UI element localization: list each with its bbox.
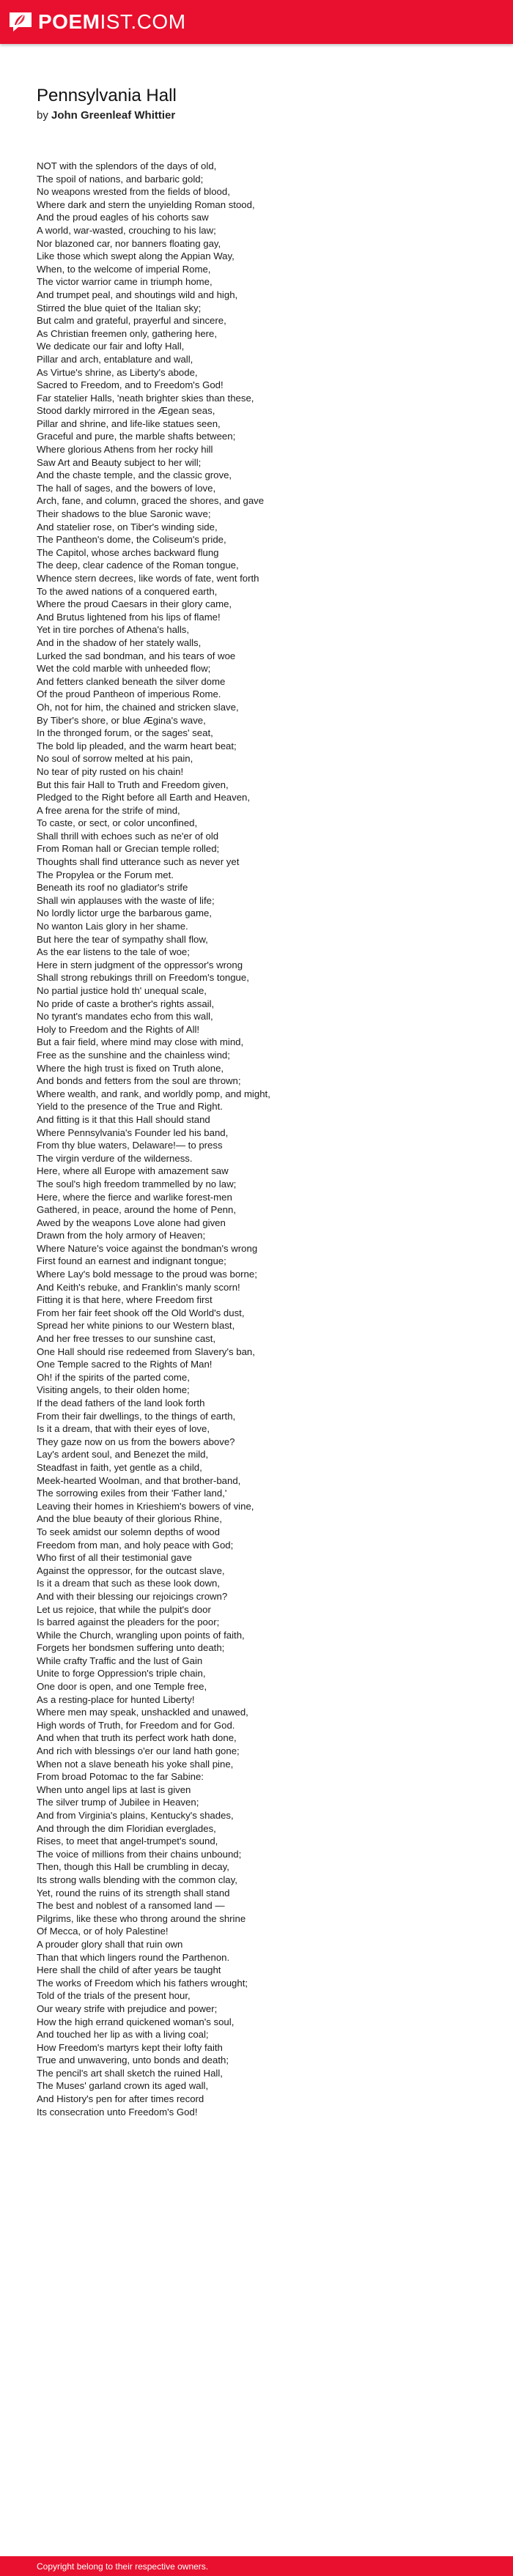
poem-line: One door is open, and one Temple free,	[37, 1681, 207, 1693]
poem-line: Wet the cold marble with unheeded flow;	[37, 663, 211, 675]
poem-line: Is barred against the pleaders for the poor;	[37, 1617, 220, 1628]
poem-line: Pledged to the Right before all Earth and Heaven,	[37, 792, 251, 803]
poem-line: Saw Art and Beauty subject to her will;	[37, 456, 202, 468]
poem-line: And Brutus lightened from his lips of flame!	[37, 611, 221, 623]
poem-line: To seek amidst our solemn depths of wood	[37, 1526, 220, 1537]
poem-line: And the blue beauty of their glorious Rhine,	[37, 1513, 222, 1525]
poem-line: The works of Freedom which his fathers wrought;	[37, 1977, 248, 1989]
poem-line: The deep, clear cadence of the Roman tongue,	[37, 560, 239, 571]
poem-line: The best and noblest of a ransomed land —	[37, 1900, 225, 1912]
poem-line: They gaze now on us from the bowers above?	[37, 1436, 235, 1447]
poem-line: Then, though this Hall be crumbling in decay,	[37, 1861, 229, 1873]
poem-line: And the chaste temple, and the classic grove,	[37, 469, 232, 481]
poem-line: High words of Truth, for Freedom and for God.	[37, 1719, 235, 1731]
poem-line: Where the high trust is fixed on Truth alone,	[37, 1062, 224, 1074]
poem-line: The soul's high freedom trammelled by no law;	[37, 1178, 237, 1189]
poem-line: Like those which swept along the Appian Way,	[37, 250, 235, 262]
poem-line: Shall strong rebukings thrill on Freedom's tongue,	[37, 972, 249, 984]
poem-line: But this fair Hall to Truth and Freedom given,	[37, 779, 229, 790]
by-label: by	[37, 109, 48, 122]
poem-line: Here, where the fierce and warlike forest-men	[37, 1191, 232, 1203]
copyright-notice: Copyright belong to their respective owners.	[37, 2561, 209, 2572]
poem-line: And from Virginia's plains, Kentucky's shades,	[37, 1810, 234, 1821]
poem-line: Against the oppressor, for the outcast slave,	[37, 1564, 225, 1576]
poem-line: Its consecration unto Freedom's God!	[37, 2106, 198, 2117]
poem-line: Pillar and shrine, and life-like statues seen,	[37, 417, 221, 429]
poem-line: Of the proud Pantheon of imperious Rome.	[37, 688, 221, 700]
poem-line: While crafty Traffic and the lust of Gain	[37, 1655, 203, 1666]
poem-line: And History's pen for after times record	[37, 2093, 204, 2105]
poem-line: But calm and grateful, prayerful and sincere,	[37, 315, 226, 327]
poem-line: The pencil's art shall sketch the ruined Hall,	[37, 2067, 223, 2079]
poem-line: Where Lay's bold message to the proud was borne;	[37, 1269, 257, 1280]
poem-line: By Tiber's shore, or blue Ægina's wave,	[37, 714, 206, 726]
poem-line: Nor blazoned car, nor banners floating gay,	[37, 237, 221, 249]
poem-line: Arch, fane, and column, graced the shores, and gave	[37, 495, 265, 507]
poem-line: Whence stern decrees, like words of fate, went forth	[37, 573, 259, 584]
poem-line: And trumpet peal, and shoutings wild and high,	[37, 289, 238, 300]
poem-line: Beneath its roof no gladiator's strife	[37, 882, 188, 894]
poem-line: And with their blessing our rejoicings crown?	[37, 1590, 228, 1602]
poem-line: Oh! if the spirits of the parted come,	[37, 1371, 190, 1383]
poem-line: Yield to the presence of the True and Right.	[37, 1101, 223, 1113]
poem-line: Stood darkly mirrored in the Ægean seas,	[37, 405, 215, 417]
poem-line: Its strong walls blending with the common clay,	[37, 1874, 237, 1885]
poem-line: The bold lip pleaded, and the warm heart beat;	[37, 740, 237, 751]
poem-line: No wanton Lais glory in her shame.	[37, 921, 188, 932]
poem-line: Is it a dream that such as these look down,	[37, 1578, 220, 1589]
poem-line: Gathered, in peace, around the home of Penn,	[37, 1204, 236, 1216]
byline	[37, 107, 177, 125]
poem-line: Meek-hearted Woolman, and that brother-band,	[37, 1474, 241, 1486]
poem-line: The Capitol, whose arches backward flung	[37, 546, 219, 558]
poem-line: No soul of sorrow melted at his pain,	[37, 753, 193, 765]
poem-line: As the ear listens to the tale of woe;	[37, 946, 190, 958]
poem-line: The Propylea or the Forum met.	[37, 869, 174, 880]
poem-line: Graceful and pure, the marble shafts between;	[37, 431, 236, 442]
poem-line: As a resting-place for hunted Liberty!	[37, 1693, 195, 1705]
poem-line: To caste, or sect, or color unconfined,	[37, 817, 198, 829]
poem-line: Thoughts shall find utterance such as never yet	[37, 856, 240, 868]
poem-line: As Virtue's shrine, as Liberty's abode,	[37, 366, 198, 378]
poem-line: When not a slave beneath his yoke shall pine,	[37, 1758, 234, 1770]
poem-line: Than that which lingers round the Parthenon.	[37, 1951, 230, 1963]
poem-line: Is it a dream, that with their eyes of love,	[37, 1423, 210, 1435]
poem-line: A world, war-wasted, crouching to his law;	[37, 224, 216, 236]
poem-line: And the proud eagles of his cohorts saw	[37, 212, 209, 223]
poem-line: Holy to Freedom and the Rights of All!	[37, 1023, 200, 1035]
poem-line: No weapons wrested from the fields of blood,	[37, 186, 230, 198]
poem-line: Freedom from man, and holy peace with God;	[37, 1539, 234, 1551]
poem-line: One Temple sacred to the Rights of Man!	[37, 1359, 213, 1370]
poem-line: Yet in tire porches of Athena's halls,	[37, 624, 190, 636]
poem-line: From broad Potomac to the far Sabine:	[37, 1771, 204, 1783]
poem-line: And fitting is it that this Hall should stand	[37, 1113, 210, 1125]
poem-line: Yet, round the ruins of its strength shall stand	[37, 1887, 230, 1898]
poem-line: Their shadows to the blue Saronic wave;	[37, 508, 211, 520]
site-logo[interactable]	[7, 10, 186, 34]
poem-title: Pennsylvania Hall	[37, 86, 177, 105]
poem-line: Leaving their homes in Krieshiem's bowers of vine,	[37, 1500, 254, 1512]
poem-line: Far statelier Halls, 'neath brighter skies than these,	[37, 392, 254, 404]
poem-header	[37, 85, 177, 125]
poem-line: The voice of millions from their chains unbound;	[37, 1848, 242, 1860]
poem-line: True and unwavering, unto bonds and death;	[37, 2055, 229, 2066]
poem-line: While the Church, wrangling upon points of faith,	[37, 1629, 245, 1641]
poem-line: Where men may speak, unshackled and unawed,	[37, 1707, 248, 1718]
poem-line: NOT with the splendors of the days of old,	[37, 160, 217, 171]
poem-line: Who first of all their testimonial gave	[37, 1552, 192, 1564]
poem-line: As Christian freemen only, gathering here,	[37, 327, 218, 339]
poem-line: The Muses' garland crown its aged wall,	[37, 2080, 209, 2092]
poem-line: Told of the trials of the present hour,	[37, 1990, 191, 2002]
poem-line: From their fair dwellings, to the things of earth,	[37, 1410, 236, 1422]
poem-line: Spread her white pinions to our Western blast,	[37, 1320, 235, 1332]
poem-line: Drawn from the holy armory of Heaven;	[37, 1230, 206, 1241]
poem-line: We dedicate our fair and lofty Hall,	[37, 341, 185, 352]
author-link[interactable]: John Greenleaf Whittier	[51, 109, 176, 122]
brand-strong: POEM	[38, 10, 100, 33]
poem-line: Unite to forge Oppression's triple chain,	[37, 1668, 206, 1679]
poem-line: Lay's ardent soul, and Benezet the mild,	[37, 1449, 209, 1460]
poem-line: Free as the sunshine and the chainless wind;	[37, 1049, 230, 1061]
poem-line: But here the tear of sympathy shall flow,	[37, 933, 208, 945]
poem-line: The hall of sages, and the bowers of love,	[37, 482, 216, 494]
poem-line: From Roman hall or Grecian temple rolled;	[37, 843, 220, 855]
poem-line: Fitting it is that here, where Freedom first	[37, 1294, 213, 1306]
poem-body	[37, 160, 491, 2118]
poem-line: No partial justice hold th' unequal scale,	[37, 985, 207, 996]
poem-line: When unto angel lips at last is given	[37, 1783, 191, 1795]
poem-line: From thy blue waters, Delaware!— to press	[37, 1140, 223, 1151]
poem-line: No tear of pity rusted on his chain!	[37, 765, 184, 777]
poem-line: And in the shadow of her stately walls,	[37, 636, 202, 648]
poem-line: Rises, to meet that angel-trumpet's sound,	[37, 1836, 218, 1847]
brand-light: IST.COM	[100, 10, 186, 33]
poem-line: No pride of caste a brother's rights assail,	[37, 998, 215, 1009]
poem-line: No tyrant's mandates echo from this wall,	[37, 1011, 213, 1022]
poem-line: Steadfast in faith, yet gentle as a child,	[37, 1461, 202, 1473]
poem-line: In the thronged forum, or the sages' seat,	[37, 727, 213, 739]
poem-line: And bonds and fetters from the soul are thrown;	[37, 1075, 241, 1087]
poem-line: Where wealth, and rank, and worldly pomp, and might,	[37, 1088, 270, 1099]
poem-line: And touched her lip as with a living coal;	[37, 2029, 209, 2041]
poem-line: The sorrowing exiles from their 'Father land,'	[37, 1488, 227, 1499]
poem-line: No lordly lictor urge the barbarous game,	[37, 907, 212, 919]
poem-line: How Freedom's martyrs kept their lofty faith	[37, 2041, 223, 2053]
poem-line: Where glorious Athens from her rocky hill	[37, 444, 213, 456]
poem-line: First found an earnest and indignant tongue;	[37, 1255, 226, 1267]
poem-line: Awed by the weapons Love alone had given	[37, 1217, 226, 1228]
poem-line: A free arena for the strife of mind,	[37, 804, 180, 816]
poem-line: Our weary strife with prejudice and power;	[37, 2002, 218, 2014]
brand-name	[38, 10, 186, 34]
poem-line: Forgets her bondsmen suffering unto death;	[37, 1642, 225, 1654]
poem-line: The victor warrior came in triumph home,	[37, 276, 213, 288]
poem-line: The silver trump of Jubilee in Heaven;	[37, 1797, 199, 1808]
poem-line: One Hall should rise redeemed from Slavery's ban,	[37, 1345, 255, 1357]
poem-line: How the high errand quickened woman's soul,	[37, 2016, 235, 2027]
feather-speech-bubble-icon	[7, 10, 34, 34]
poem-line: Where the proud Caesars in their glory came,	[37, 598, 232, 610]
poem-line: And when that truth its perfect work hath done,	[37, 1732, 237, 1744]
poem-line: But a fair field, where mind may close with mind,	[37, 1036, 244, 1048]
poem-line: If the dead fathers of the land look forth	[37, 1398, 205, 1408]
poem-line: And rich with blessings o'er our land hath gone;	[37, 1745, 240, 1757]
poem-line: When, to the welcome of imperial Rome,	[37, 263, 211, 275]
poem-line: Here in stern judgment of the oppressor's wrong	[37, 959, 243, 970]
poem-line: To the awed nations of a conquered earth,	[37, 585, 218, 597]
poem-line: And statelier rose, on Tiber's winding side,	[37, 521, 218, 532]
poem-line: The spoil of nations, and barbaric gold;	[37, 173, 204, 185]
poem-line: Shall win applauses with the waste of life;	[37, 894, 215, 906]
poem-line: Where dark and stern the unyielding Roman stood,	[37, 198, 255, 210]
poem-line: Lurked the sad bondman, and his tears of woe	[37, 650, 236, 661]
poem-line: Stirred the blue quiet of the Italian sky;	[37, 302, 202, 313]
site-footer	[0, 2556, 513, 2576]
poem-line: Where Nature's voice against the bondman's wrong	[37, 1242, 258, 1254]
poem-line: Shall thrill with echoes such as ne'er of old	[37, 830, 219, 842]
poem-line: And fetters clanked beneath the silver dome	[37, 675, 226, 687]
poem-line: Here, where all Europe with amazement saw	[37, 1165, 229, 1177]
poem-line: Here shall the child of after years be taught	[37, 1964, 221, 1976]
poem-line: Sacred to Freedom, and to Freedom's God!	[37, 379, 224, 391]
site-header	[0, 0, 513, 44]
poem-line: And through the dim Floridian everglades,	[37, 1822, 216, 1834]
poem-line: And Keith's rebuke, and Franklin's manly scorn!	[37, 1281, 240, 1293]
poem-line: Pillar and arch, entablature and wall,	[37, 353, 193, 365]
poem-line: Visiting angels, to their olden home;	[37, 1384, 190, 1396]
poem-line: A prouder glory shall that ruin own	[37, 1938, 183, 1950]
poem-line: Pilgrims, like these who throng around the shrine	[37, 1912, 246, 1924]
poem-line: And her free tresses to our sunshine cast,	[37, 1333, 216, 1345]
poem-line: From her fair feet shook off the Old World's dust,	[37, 1307, 245, 1318]
poem-line: The Pantheon's dome, the Coliseum's pride,	[37, 534, 226, 546]
poem-line: Let us rejoice, that while the pulpit's door	[37, 1603, 211, 1615]
poem-line: The virgin verdure of the wilderness.	[37, 1152, 193, 1164]
poem-line: Oh, not for him, the chained and stricken slave,	[37, 701, 239, 713]
poem-line: Where Pennsylvania's Founder led his band,	[37, 1126, 229, 1138]
poem-line: Of Mecca, or of holy Palestine!	[37, 1926, 169, 1937]
